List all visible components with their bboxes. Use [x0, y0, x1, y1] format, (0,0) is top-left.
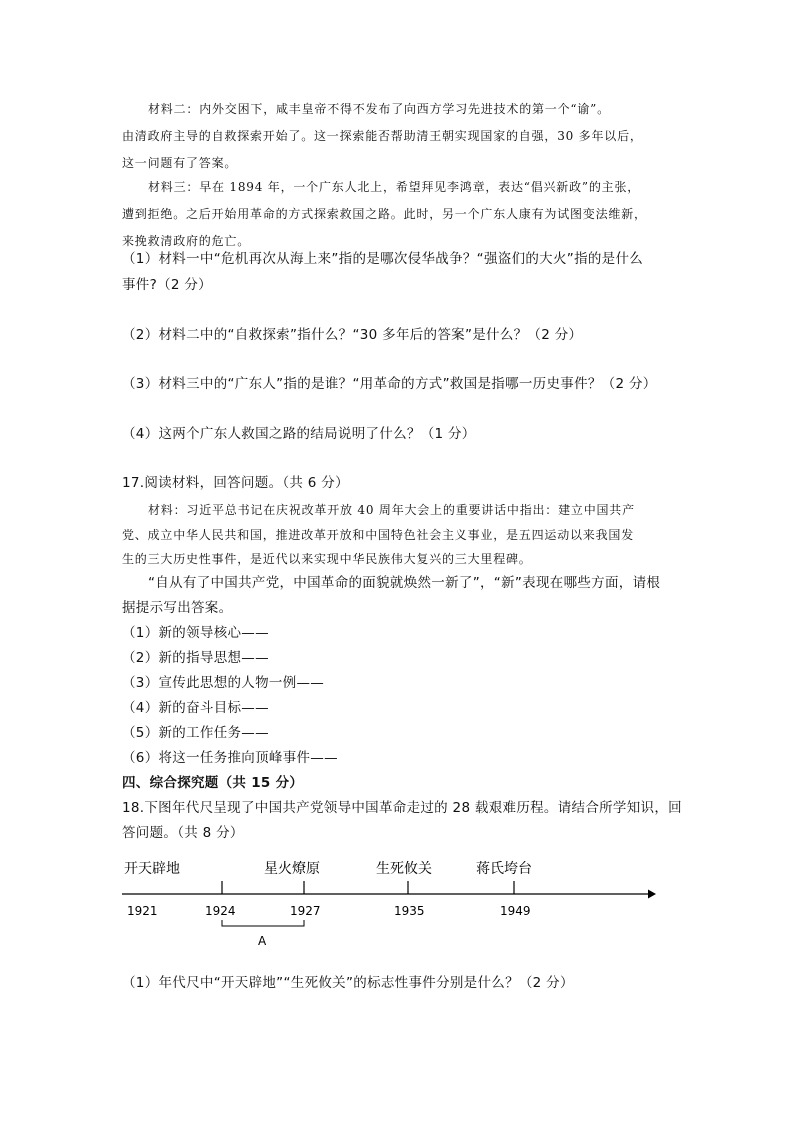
q17-item-5: （5）新的工作任务——: [122, 725, 269, 741]
material2-line-1: 材料二：内外交困下，咸丰皇帝不得不发布了向西方学习先进技术的第一个“谕”。: [148, 102, 610, 116]
q16-sub4: （4）这两个广东人救国之路的结局说明了什么？（1 分）: [122, 426, 476, 442]
material2-line-3: 这一问题有了答案。: [122, 156, 238, 170]
bracket-a: [222, 920, 304, 926]
q17-heading: 17.阅读材料，回答问题。（共 6 分）: [122, 475, 349, 491]
material3-line-3: 来挽救清政府的危亡。: [122, 234, 251, 248]
q17-item-3: （3）宣传此思想的人物一例——: [122, 675, 325, 691]
timeline-arrow-head: [648, 890, 656, 899]
timeline-label-2: 星火燎原: [264, 861, 320, 877]
q18-sub1: （1）年代尺中“开天辟地”“生死攸关”的标志性事件分别是什么？（2 分）: [122, 975, 574, 991]
q16-sub1-line-1: （1）材料一中“危机再次从海上来”指的是哪次侵华战争？“强盗们的大火”指的是什么: [122, 251, 644, 267]
material2-line-2: 由清政府主导的自救探索开始了。这一探索能否帮助清王朝实现国家的自强，30 多年以后，: [122, 129, 643, 143]
section4-heading: 四、综合探究题（共 15 分）: [122, 775, 304, 791]
year-1921: 1921: [127, 904, 158, 918]
bracket-a-label: A: [258, 934, 267, 948]
q17-prompt-line-2: 据提示写出答案。: [122, 600, 233, 616]
year-1924: 1924: [205, 904, 236, 918]
q16-sub1-line-2: 事件?（2 分）: [122, 277, 212, 293]
q18-line-2: 答问题。（共 8 分）: [122, 825, 244, 841]
q17-material-line-2: 党、成立中华人民共和国，推进改革开放和中国特色社会主义事业，是五四运动以来我国发: [122, 528, 635, 542]
year-1927: 1927: [290, 904, 321, 918]
year-1935: 1935: [394, 904, 425, 918]
year-1949: 1949: [500, 904, 531, 918]
q16-sub2: （2）材料二中的“自救探索”指什么？“30 多年后的答案”是什么？（2 分）: [122, 327, 583, 343]
material3-line-1: 材料三：早在 1894 年，一个广东人北上，希望拜见李鸿章，表达“倡兴新政”的主张，: [148, 180, 641, 194]
q17-item-4: （4）新的奋斗目标——: [122, 700, 269, 716]
q17-item-6: （6）将这一任务推向顶峰事件——: [122, 750, 338, 766]
timeline-label-4: 蒋氏垮台: [476, 861, 532, 877]
q17-item-2: （2）新的指导思想——: [122, 650, 269, 666]
timeline-label-3: 生死攸关: [376, 861, 432, 877]
q17-material-line-1: 材料：习近平总书记在庆祝改革开放 40 周年大会上的重要讲话中指出：建立中国共产: [148, 503, 635, 517]
material3-line-2: 遭到拒绝。之后开始用革命的方式探索救国之路。此时，另一个广东人康有为试图变法维新，: [122, 207, 647, 221]
q17-material-line-3: 生的三大历史性事件，是近代以来实现中华民族伟大复兴的三大里程碑。: [122, 552, 532, 566]
q18-line-1: 18.下图年代尺呈现了中国共产党领导中国革命走过的 28 载艰难历程。请结合所学知识，回: [122, 800, 682, 816]
timeline-label-1: 开天辟地: [124, 861, 180, 877]
q17-item-1: （1）新的领导核心——: [122, 625, 269, 641]
q16-sub3: （3）材料三中的“广东人”指的是谁？“用革命的方式”救国是指哪一历史事件？（2 分）: [122, 376, 657, 392]
q17-prompt-line-1: “自从有了中国共产党，中国革命的面貌就焕然一新了”，“新”表现在哪些方面，请根: [148, 575, 661, 591]
